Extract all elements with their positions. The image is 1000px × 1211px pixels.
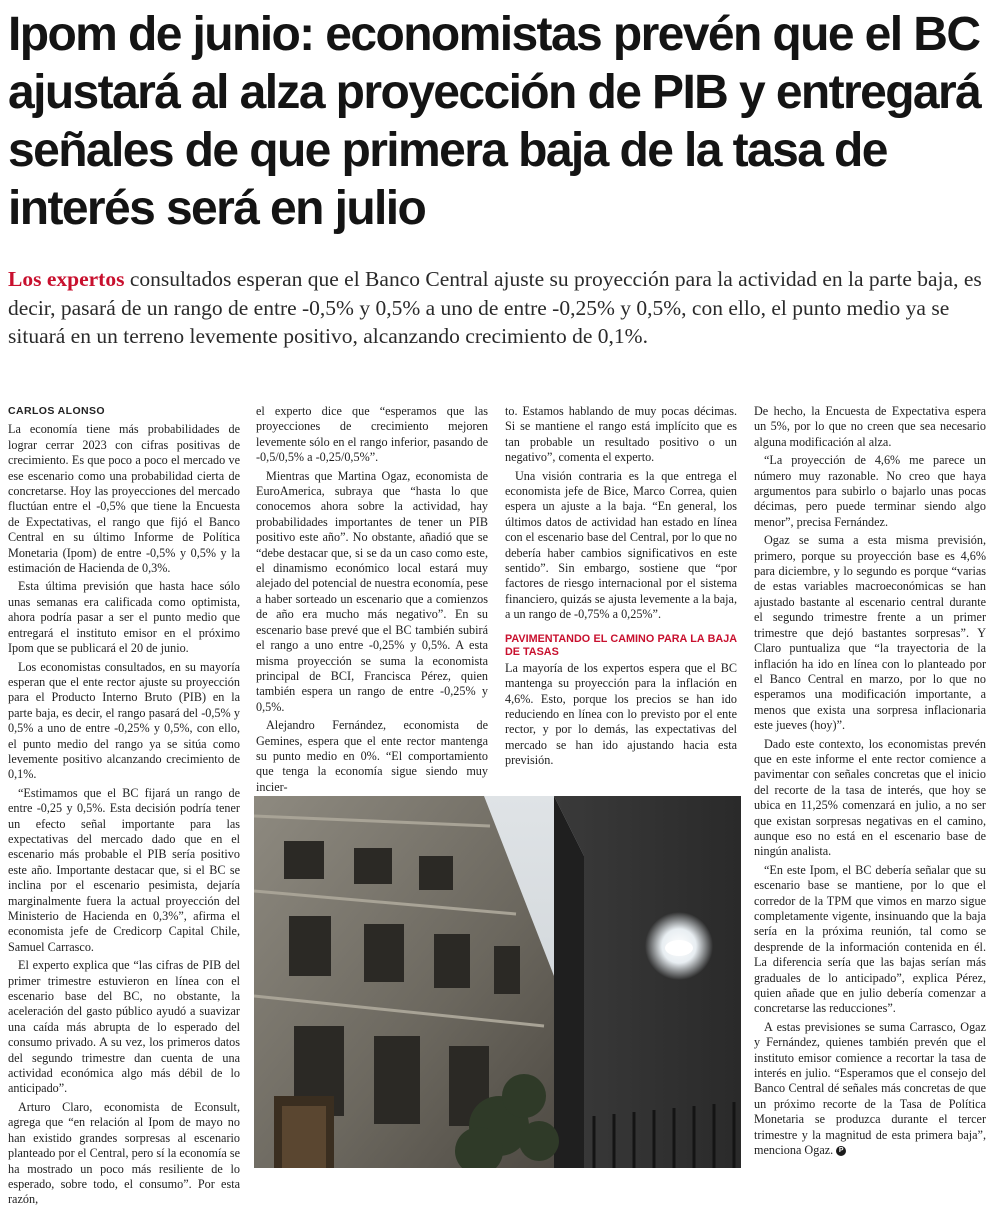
paragraph: el experto dice que “esperamos que las proyecciones de crecimiento mejoren levemente sólo en el rango inferior, pasando de -0,5/0,5% a -0,25/0,5%”. bbox=[256, 404, 488, 465]
paragraph: “Estimamos que el BC fijará un rango de entre -0,25 y 0,5%. Esta decisión podría tener un efecto señal importante para las expectativas del mercado dado que en el escenario más probable el PIB sería positivo este año. Importante destacar que, si el BC se inclina por el escenario pesimista, dejaría marginalmente fuera la actual proyección del Ministerio de Hacienda en 0,3%”, afirma el economista jefe de Credicorp Capital Chile, Samuel Carrasco. bbox=[8, 785, 240, 954]
article-photo bbox=[254, 796, 741, 1168]
paragraph: Dado este contexto, los economistas prevén que en este informe el ente rector comience a pavimentar con señales concretas que el inicio del recorte de la tasa de interés, que hoy se ubica en 11,25% comenzará en julio, a no ser que existan sorpresas negativas en el camino, aunque eso no está en el escenario base de ningún analista. bbox=[754, 736, 986, 859]
headline: Ipom de junio: economistas prevén que el BC ajustará al alza proyección de PIB y entregará señales de que primera baja de la tasa de interés será en julio bbox=[8, 8, 981, 235]
paragraph: “La proyección de 4,6% me parece un número muy razonable. No creo que haya argumentos para subirlo o bajarlo unas pocas décimas, pero puede terminar siendo algo menor”, precisa Fernández. bbox=[754, 453, 986, 529]
column-2 bbox=[256, 404, 488, 798]
building-photo-illustration bbox=[254, 796, 741, 1168]
paragraph: Los economistas consultados, en su mayoría esperan que el ente rector ajuste su proyección para el Producto Interno Bruto (PIB) en la parte baja, es decir, el rango pasará del -0,5% y 0,5% a uno de entre -0,25% y 0,5%, con ello, el punto medio del rango ya se sitúa como levemente positivo alcanzando crecimiento de 0,1%. bbox=[8, 659, 240, 782]
byline: CARLOS ALONSO bbox=[8, 405, 105, 417]
end-mark-icon: P bbox=[836, 1146, 846, 1156]
lede-lead-in: Los expertos bbox=[8, 267, 125, 291]
paragraph: Alejandro Fernández, economista de Gemines, espera que el ente rector mantenga su punto medio en 0%. “El comportamiento que tenga la economía sigue siendo muy incier- bbox=[256, 718, 488, 794]
paragraph: El experto explica que “las cifras de PIB del primer trimestre estuvieron en línea con el escenario base del BC, no obstante, la aceleración del gasto público ayudó a suavizar una caída más abrupta de lo esperado del consumo privado. A su vez, los primeros datos del segundo trimestre dan cuenta de una actividad económica algo más débil de lo anticipado”. bbox=[8, 958, 240, 1096]
paragraph: Ogaz se suma a esta misma previsión, primero, porque su proyección base es 4,6% para diciembre, y lo segundo es porque “varias de estas variables macroeconómicas se han ajustado bastante al escenario central durante el segundo trimestre frente a un primer trimestre que dejó bastantes sorpresas”. Y Claro puntualiza que “la trayectoria de la inflación ha ido en línea con lo planteado por el Banco Central en marzo, por lo que no esperamos una modificación importante, a menos que exista una sorpresa inflacionaria este jueves (hoy)”. bbox=[754, 533, 986, 733]
column-4 bbox=[754, 404, 986, 1162]
paragraph: Mientras que Martina Ogaz, economista de EuroAmerica, subraya que “hasta lo que conocemos ahora sobre la actividad, hay probabilidades importantes de tener un PIB positivo este año”. No obstante, añadió que se “debe destacar que, si se da un caso como este, el dinamismo económico local estará muy alejado del potencial de nuestra economía, pese a haber sorteado un escenario que a comienzos de año era mucho más negativo”. En su escenario base prevé que el BC también subirá el rango a uno entre -0,25% y 0,5%. A esta misma proyección se suma la economista principal de BCI, Francisca Pérez, quien también espera un rango de entre -0,25% y 0,5%. bbox=[256, 468, 488, 714]
paragraph: Una visión contraria es la que entrega el economista jefe de Bice, Marco Correa, quien espera un ajuste a la baja. “En general, los últimos datos de actividad han estado en línea con el escenario base del Central, por lo que no debería haber cambios significativos en este sentido”. Sin embargo, sostiene que “por factores de riesgo internacional por el sistema financiero, quizás se ajusta levemente a la baja, a un rango de -0,75% a 0,25%”. bbox=[505, 468, 737, 622]
paragraph: De hecho, la Encuesta de Expectativa espera un 5%, por lo que no creen que sea necesario alguna modificación al alza. bbox=[754, 404, 986, 449]
column-3 bbox=[505, 404, 737, 772]
section-subhead: PAVIMENTANDO EL CAMINO PARA LA BAJA DE TASAS bbox=[505, 632, 737, 658]
paragraph bbox=[754, 1020, 986, 1159]
paragraph: La economía tiene más probabilidades de lograr cerrar 2023 con cifras positivas de crecimiento. Es que poco a poco el mercado ve ese escenario como una probabilidad cierta de concretarse. Hoy las proyecciones del mercado fluctúan entre el -0,5% que tiene la Encuesta de Expectativas, el rango que fijó el Banco Central en su último Informe de Política Monetaria (Ipom) de entre -0,5% y 0,5% y la estimación de Hacienda de 0,3%. bbox=[8, 422, 240, 576]
paragraph: La mayoría de los expertos espera que el BC mantenga su proyección para la inflación en 4,6%. Esto, porque los precios se han ido reduciendo en línea con lo previsto por el ente rector, y por lo demás, las expectativas del mercado se han ido ajustando hacia esta previsión. bbox=[505, 660, 737, 768]
paragraph: “En este Ipom, el BC debería señalar que su escenario base se mantiene, por lo que el corredor de la TPM que vimos en marzo sigue completamente vigente, insinuando que la baja sería en la próxima reunión, tal como se desprende de la información contenida en él. La diferencia sería que las bajas serían más graduales de lo anticipado”, explica Pérez, quien añade que en julio debería comenzar a concretarse las reducciones”. bbox=[754, 862, 986, 1016]
paragraph: Arturo Claro, economista de Econsult, agrega que “en relación al Ipom de mayo no han existido grandes sorpresas al escenario planteado por el Central, pero sí la economía se ha mostrado un poco más resiliente de lo esperado, sobre todo, el consumo”. Por esta razón, bbox=[8, 1099, 240, 1207]
lede bbox=[8, 265, 993, 351]
paragraph: to. Estamos hablando de muy pocas décimas. Si se mantiene el rango está implícito que es tan probable un resultado positivo o un negativo”, comenta el experto. bbox=[505, 404, 737, 465]
paragraph: Esta última previsión que hasta hace sólo unas semanas era calificada como optimista, ahora podría pasar a ser el punto medio que entregará el instituto emisor en el próximo Ipom que se publicará el 20 de junio. bbox=[8, 579, 240, 656]
paragraph-text: A estas previsiones se suma Carrasco, Ogaz y Fernández, quienes también prevén que el instituto emisor comience a recortar la tasa de interés en julio. “Esperamos que el consejo del Banco Central dé señales más concretas de que un próximo recorte de la Tasa de Política Monetaria se produzca durante el tercer trimestre y la magnitud de esta primera baja”, menciona Ogaz. bbox=[754, 1019, 986, 1158]
lede-text: consultados esperan que el Banco Central ajuste su proyección para la actividad en la parte baja, es decir, pasará de un rango de entre -0,5% y 0,5% a uno de entre -0,25% y 0,5%, con ello, el punto medio ya se situará en un terreno levemente positivo, alcanzando crecimiento de 0,1%. bbox=[8, 267, 982, 348]
column-1 bbox=[8, 404, 240, 1211]
